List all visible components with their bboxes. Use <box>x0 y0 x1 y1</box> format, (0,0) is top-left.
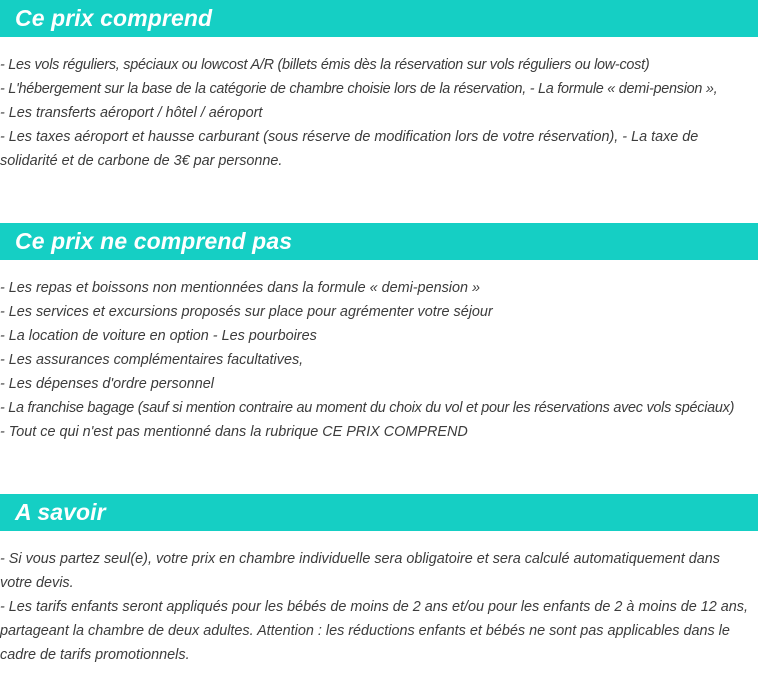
section-title: A savoir <box>15 499 106 525</box>
list-item: - Les assurances complémentaires facultatives, <box>0 352 304 368</box>
section-title: Ce prix comprend <box>15 5 213 31</box>
section-header <box>0 494 758 531</box>
list-item: - Les transferts aéroport / hôtel / aéroport <box>0 105 263 121</box>
section-price-includes <box>0 0 758 173</box>
section-price-excludes <box>0 223 758 444</box>
list-item: - La location de voiture en option - Les pourboires <box>0 328 317 344</box>
section-good-to-know <box>0 494 758 667</box>
list-item: - Les services et excursions proposés sur place pour agrémenter votre séjour <box>0 304 493 320</box>
section-title: Ce prix ne comprend pas <box>15 228 293 254</box>
item-list <box>0 260 758 444</box>
list-item: - Les taxes aéroport et hausse carburant (sous réserve de modification lors de votre réservation), - La taxe de solidarité et de carbone de 3€ par personne. <box>0 129 699 169</box>
list-item: - L'hébergement sur la base de la catégorie de chambre choisie lors de la réservation, - La formule « demi-pension », <box>0 81 718 97</box>
list-item: - Les vols réguliers, spéciaux ou lowcost A/R (billets émis dès la réservation sur vols réguliers ou low-cost) <box>0 57 650 73</box>
list-item: - Les tarifs enfants seront appliqués pour les bébés de moins de 2 ans et/ou pour les enfants de 2 à moins de 12 ans, partageant la chambre de deux adultes. Attention : les réductions enfants et bébés ne sont pas applicables dans le cadre de tarifs promotionnels. <box>0 599 748 663</box>
list-item: - Les repas et boissons non mentionnées dans la formule « demi-pension » <box>0 280 480 296</box>
section-header <box>0 0 758 37</box>
list-item: - Tout ce qui n'est pas mentionné dans la rubrique CE PRIX COMPREND <box>0 424 468 440</box>
list-item: - La franchise bagage (sauf si mention contraire au moment du choix du vol et pour les réservations avec vols spéciaux) <box>0 400 735 416</box>
section-header <box>0 223 758 260</box>
list-item: - Les dépenses d'ordre personnel <box>0 376 214 392</box>
item-list <box>0 531 758 667</box>
item-list <box>0 37 758 173</box>
list-item: - Si vous partez seul(e), votre prix en chambre individuelle sera obligatoire et sera calculé automatiquement dans votre devis. <box>0 551 720 591</box>
